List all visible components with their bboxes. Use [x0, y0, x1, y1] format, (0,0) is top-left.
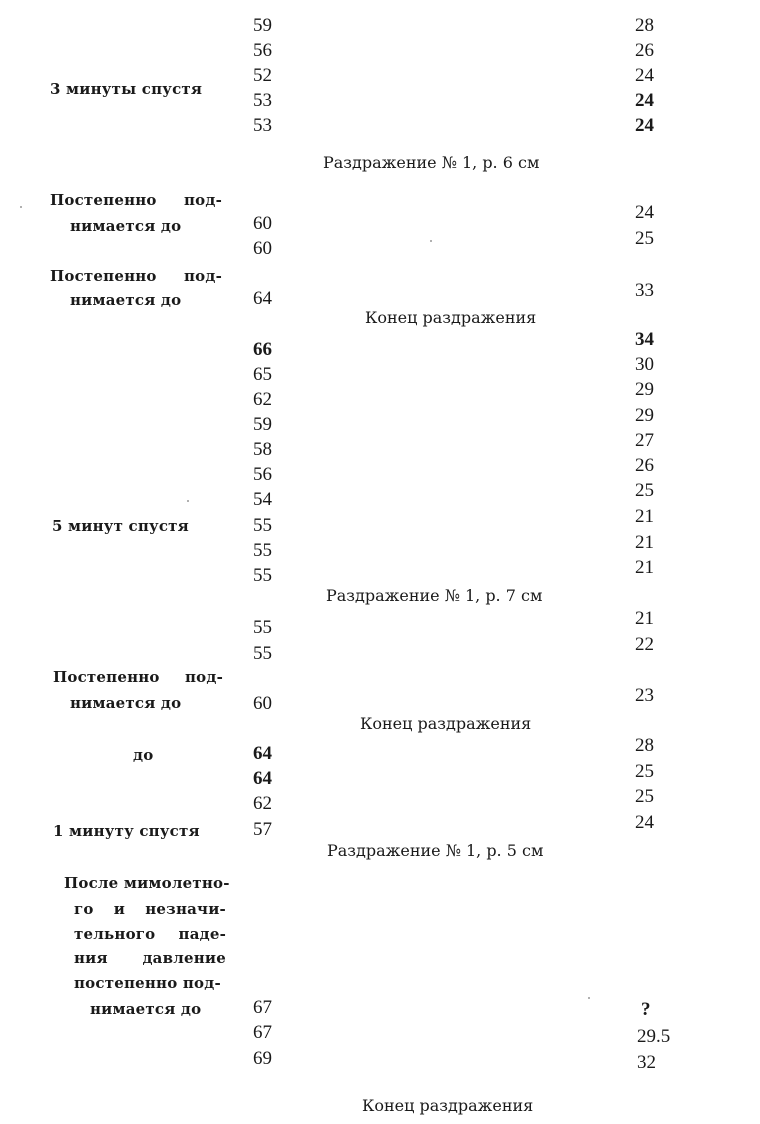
- right-value: 32: [637, 1052, 656, 1073]
- scan-speck: [20, 206, 22, 208]
- left-value: 54: [253, 489, 272, 510]
- right-value: 29: [635, 379, 654, 400]
- right-value: 29.5: [637, 1026, 671, 1047]
- left-value: 52: [253, 65, 272, 86]
- left-value: 55: [253, 565, 272, 586]
- left-value: 60: [253, 213, 272, 234]
- left-value: 64: [253, 743, 272, 764]
- note-after-line4: [74, 946, 226, 970]
- left-value: 55: [253, 540, 272, 561]
- right-value: 24: [635, 115, 654, 136]
- note-five-minutes: 5 минут спустя: [52, 517, 189, 535]
- right-value: 21: [635, 608, 654, 629]
- left-value: 57: [253, 819, 272, 840]
- stimulation-end-header: Конец раздражения: [362, 1096, 534, 1115]
- right-value: 26: [635, 455, 654, 476]
- right-value: 21: [635, 532, 654, 553]
- left-value: 69: [253, 1048, 272, 1069]
- note-gradually-1-line1: [50, 188, 222, 212]
- right-value: 30: [635, 354, 654, 375]
- scan-speck: [187, 500, 189, 502]
- right-value: 24: [635, 812, 654, 833]
- note-word: паде-: [178, 925, 226, 943]
- note-three-minutes: 3 минуты спустя: [50, 80, 203, 98]
- note-word: под-: [184, 668, 223, 686]
- note-after-line3: [74, 922, 226, 946]
- left-value: 56: [253, 464, 272, 485]
- left-value: 59: [253, 414, 272, 435]
- left-value: 58: [253, 439, 272, 460]
- note-word: под-: [183, 267, 222, 285]
- note-after-line5: постепенно под-: [74, 974, 221, 992]
- left-value: 53: [253, 90, 272, 111]
- left-value: 65: [253, 364, 272, 385]
- left-value: 62: [253, 793, 272, 814]
- note-gradually-2-line1: [50, 264, 222, 288]
- stimulation-end-header: Конец раздражения: [360, 714, 532, 733]
- note-after-line2: [74, 897, 226, 921]
- note-gradually-3-line2: нимается до: [70, 694, 182, 712]
- right-value: 24: [635, 65, 654, 86]
- note-word: Постепенно: [50, 191, 157, 209]
- left-value: 55: [253, 617, 272, 638]
- note-after-line1: После мимолетно-: [64, 874, 230, 892]
- left-value: 59: [253, 15, 272, 36]
- left-value: 55: [253, 515, 272, 536]
- stimulation-header: Раздражение № 1, р. 6 см: [323, 153, 540, 172]
- note-gradually-2-line2: нимается до: [70, 291, 182, 309]
- left-value: 67: [253, 997, 272, 1018]
- right-value: 25: [635, 480, 654, 501]
- note-word: ния: [74, 949, 108, 967]
- left-value: 62: [253, 389, 272, 410]
- scan-speck: [588, 997, 590, 999]
- note-word: и: [113, 900, 126, 918]
- left-value: 55: [253, 643, 272, 664]
- note-word: давление: [142, 949, 226, 967]
- note-gradually-3-line1: [53, 665, 223, 689]
- note-gradually-1-line2: нимается до: [70, 217, 182, 235]
- right-value: 21: [635, 557, 654, 578]
- left-value: 67: [253, 1022, 272, 1043]
- left-value: 56: [253, 40, 272, 61]
- left-value: 60: [253, 693, 272, 714]
- right-value: 22: [635, 634, 654, 655]
- right-value: 27: [635, 430, 654, 451]
- right-value: 24: [635, 202, 654, 223]
- right-value: 25: [635, 761, 654, 782]
- right-value: 29: [635, 405, 654, 426]
- right-value: 25: [635, 228, 654, 249]
- note-one-minute: 1 минуту спустя: [53, 822, 200, 840]
- right-value: 24: [635, 90, 654, 111]
- right-value: 33: [635, 280, 654, 301]
- note-word: Постепенно: [50, 267, 157, 285]
- right-value: 28: [635, 15, 654, 36]
- right-value: 25: [635, 786, 654, 807]
- left-value: 64: [253, 288, 272, 309]
- left-value: 64: [253, 768, 272, 789]
- note-up-to: до: [133, 746, 154, 764]
- right-value: 28: [635, 735, 654, 756]
- right-value: 26: [635, 40, 654, 61]
- left-value: 66: [253, 339, 272, 360]
- stimulation-end-header: Конец раздражения: [365, 308, 537, 327]
- stimulation-header: Раздражение № 1, р. 5 см: [327, 841, 544, 860]
- note-after-line6: нимается до: [90, 1000, 202, 1018]
- scan-speck: [430, 240, 432, 242]
- left-value: 60: [253, 238, 272, 259]
- right-value: 21: [635, 506, 654, 527]
- stimulation-header: Раздражение № 1, р. 7 см: [326, 586, 543, 605]
- right-value: 34: [635, 329, 654, 350]
- note-word: Постепенно: [53, 668, 160, 686]
- note-word: го: [74, 900, 94, 918]
- left-value: 53: [253, 115, 272, 136]
- note-word: тельного: [74, 925, 156, 943]
- right-value: ?: [641, 999, 651, 1020]
- note-word: незначи-: [145, 900, 226, 918]
- note-word: под-: [183, 191, 222, 209]
- right-value: 23: [635, 685, 654, 706]
